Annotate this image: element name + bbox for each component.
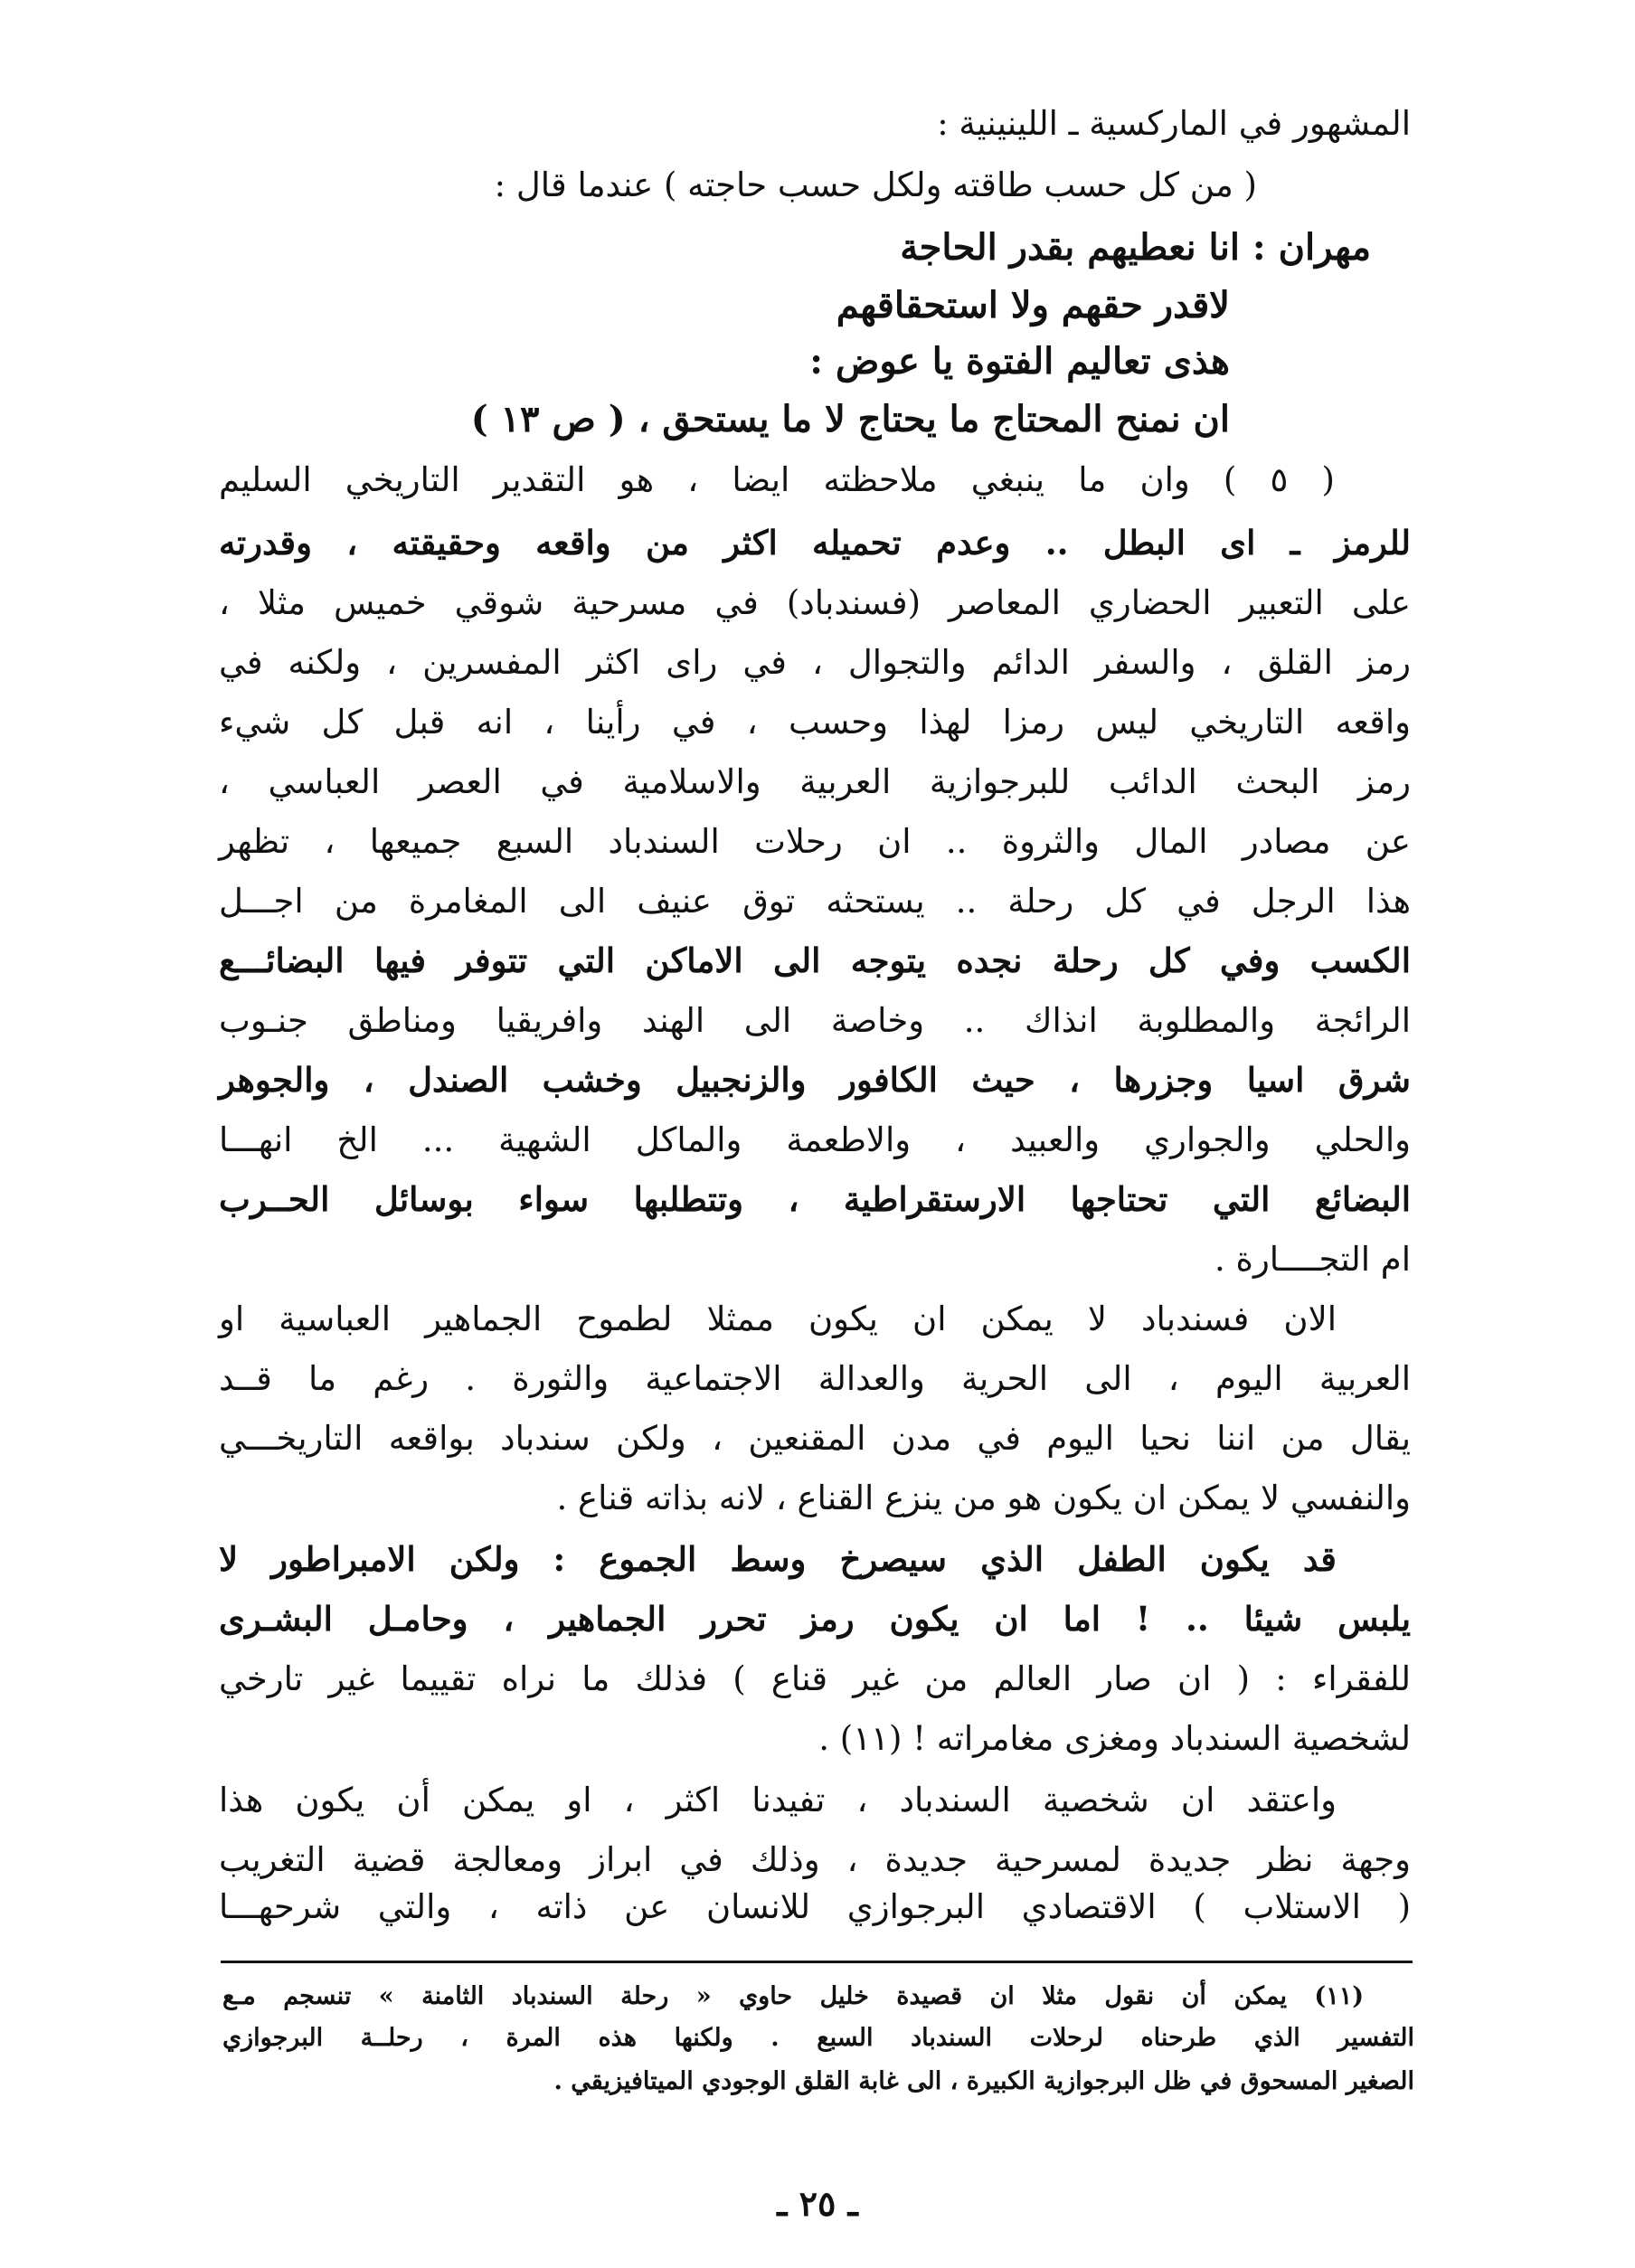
paragraph-8-line: ( الاستلاب ) الاقتصادي البرجوازي للانسان عن ذاته ، والتي شرحهـــا — [219, 1887, 1411, 1926]
footnote-line: (١١) يمكن أن نقول مثلا ان قصيدة خليل حاوي « رحلة السندباد الثامنة » تنسجم مـع — [222, 1982, 1364, 2010]
paragraph-5-line: رمز القلق ، والسفر الدائم والتجوال ، في راى اكثر المفسرين ، ولكنه في — [219, 643, 1411, 682]
paragraph-5-line: هذا الرجل في كل رحلة .. يستحثه توق عنيف الى المغامرة من اجـــل — [219, 882, 1411, 921]
paragraph-5-line: البضائع التي تحتاجها الارستقراطية ، وتتطلبها سواء بوسائل الحــرب — [219, 1179, 1411, 1219]
play-quote-line-2: لاقدر حقهم ولا استحقاقهم — [836, 284, 1230, 326]
paragraph-7-line: يلبس شيئا .. ! اما ان يكون رمز تحرر الجماهير ، وحامـل البشـرى — [219, 1599, 1411, 1639]
paragraph-6-line: يقال من اننا نحيا اليوم في مدن المقنعين ، ولكن سندباد بواقعه التاريخـــي — [219, 1419, 1411, 1458]
paragraph-5-line: شرق اسيا وجزرها ، حيث الكافور والزنجبيل وخشب الصندل ، والجوهر — [219, 1060, 1411, 1100]
paragraph-6-line: العربية اليوم ، الى الحرية والعدالة الاجتماعية والثورة . رغم ما قــد — [219, 1359, 1411, 1398]
paragraph-5-line: على التعبير الحضاري المعاصر (فسندباد) في مسرحية شوقي خميس مثلا ، — [219, 583, 1411, 622]
paragraph-5-line: الكسب وفي كل رحلة نجده يتوجه الى الاماكن التي تتوفر فيها البضائـــع — [219, 940, 1411, 980]
footnote-separator — [221, 1961, 1413, 1963]
paragraph-5-line: عن مصادر المال والثروة .. ان رحلات السندباد السبع جميعها ، تظهر — [219, 822, 1411, 861]
paragraph-6-line: الان فسندباد لا يمكن ان يكون ممثلا لطموح الجماهير العباسية او — [219, 1299, 1337, 1338]
paragraph-7-line: للفقراء : ( ان صار العالم من غير قناع ) فذلك ما نراه تقييما غير تارخي — [219, 1659, 1411, 1698]
paragraph-5-line: واقعه التاريخي ليس رمزا لهذا وحسب ، في رأينا ، انه قبل كل شيء — [219, 703, 1411, 742]
intro-line-1: المشهور في الماركسية ـ اللينينية : — [937, 104, 1411, 143]
paragraph-6-line: والنفسي لا يمكن ان يكون هو من ينزع القناع ، لانه بذاته قناع . — [556, 1479, 1411, 1517]
paragraph-5-line: للرمز ـ اى البطل .. وعدم تحميله اكثر من واقعه وحقيقته ، وقدرته — [219, 523, 1411, 562]
footnote-line: الصغير المسحوق في ظل البرجوازية الكبيرة ، الى غابة القلق الوجودي الميتافيزيقي . — [553, 2067, 1414, 2095]
play-quote-line-4: ان نمنح المحتاج ما يحتاج لا ما يستحق ، ( ص ١٣ ) — [470, 398, 1230, 440]
paragraph-5-line: والحلي والجواري والعبيد ، والاطعمة والماكل الشهية ... الخ انهـــا — [219, 1120, 1411, 1159]
paragraph-8-line: واعتقد ان شخصية السندباد ، تفيدنا اكثر ، او يمكن أن يكون هذا — [219, 1781, 1337, 1819]
intro-line-2: ( من كل حسب طاقته ولكل حسب حاجته ) عندما قال : — [494, 165, 1257, 204]
paragraph-7-line: قد يكون الطفل الذي سيصرخ وسط الجموع : ولكن الامبراطور لا — [219, 1539, 1337, 1579]
footnote-line: التفسير الذي طرحناه لرحلات السندباد السبع . ولكنها هذه المرة ، رحلــة البرجوازي — [222, 2024, 1414, 2052]
play-quote-line-1: مهران : انا نعطيهم بقدر الحاجة — [900, 226, 1371, 269]
paragraph-5-line: ( ٥ ) وان ما ينبغي ملاحظته ايضا ، هو التقدير التاريخي السليم — [219, 460, 1335, 499]
play-quote-line-3: هذى تعاليم الفتوة يا عوض : — [809, 340, 1230, 383]
paragraph-5-line: ام التجــــارة . — [1214, 1240, 1411, 1279]
paragraph-5-line: رمز البحث الدائب للبرجوازية العربية والاسلامية في العصر العباسي ، — [219, 762, 1411, 801]
page-number: ـ ٢٥ ـ — [777, 2183, 858, 2224]
paragraph-7-line: لشخصية السندباد ومغزى مغامراته ! (١١) . — [818, 1719, 1411, 1758]
paragraph-5-line: الرائجة والمطلوبة انذاك .. وخاصة الى الهند وافريقيا ومناطق جنـوب — [219, 1001, 1411, 1040]
paragraph-8-line: وجهة نظر جديدة لمسرحية جديدة ، وذلك في ابراز ومعالجة قضية التغريب — [219, 1840, 1411, 1879]
